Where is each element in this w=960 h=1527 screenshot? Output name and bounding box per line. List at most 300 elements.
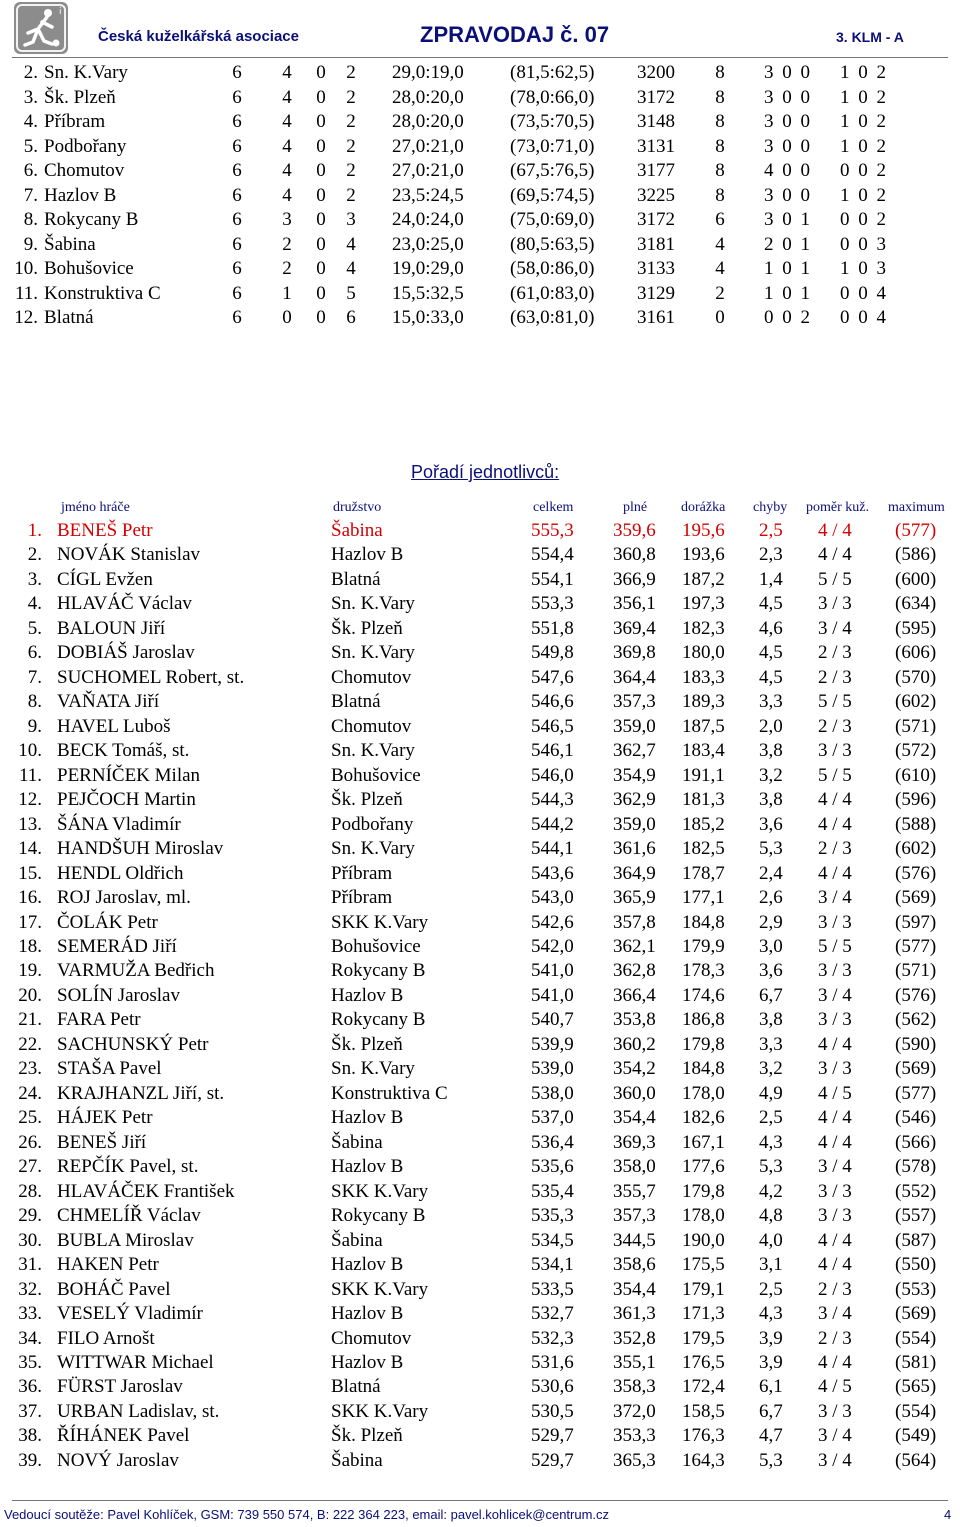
player-name: VESELÝ Vladimír (57, 1303, 203, 1325)
standings-matches: 6 (232, 160, 242, 181)
player-row (0, 543, 960, 567)
standings-rank: 10. (14, 258, 38, 279)
player-rank: 3. (27, 568, 42, 590)
standings-wins: 4 (282, 62, 292, 83)
standings-sets: 28,0:20,0 (392, 111, 464, 132)
standings-wins: 3 (282, 209, 292, 230)
standings-home: 1 0 1 (764, 258, 812, 279)
standings-pins: 3161 (637, 307, 675, 328)
player-team: Blatná (331, 568, 381, 590)
player-row (0, 1302, 960, 1326)
standings-away: 1 0 2 (840, 184, 888, 206)
standings-team: Bohušovice (44, 258, 134, 279)
player-name: SOLÍN Jaroslav (57, 984, 180, 1006)
player-total: 554,4 (531, 544, 574, 566)
player-name: HÁJEK Petr (57, 1107, 153, 1129)
league-name: 3. KLM - A (836, 29, 904, 45)
player-max: (587) (895, 1229, 937, 1251)
player-full: 360,8 (613, 544, 656, 566)
player-name: HLAVÁČEK František (57, 1180, 235, 1202)
player-rank: 5. (27, 617, 42, 639)
player-row (0, 592, 960, 616)
standings-rank: 7. (23, 184, 38, 206)
player-team: Rokycany B (331, 1009, 426, 1031)
player-full: 356,1 (613, 593, 656, 615)
player-errors: 3,8 (759, 740, 783, 762)
standings-matches: 6 (232, 111, 242, 132)
player-full: 366,4 (613, 984, 656, 1006)
standings-points: (80,5:63,5) (510, 233, 595, 255)
player-name: CÍGL Evžen (57, 568, 153, 590)
player-ratio: 2 / 3 (818, 666, 852, 688)
footer-contact: Vedoucí soutěže: Pavel Kohlíček, GSM: 739 550 574, B: 222 364 223, email: pavel.kohlicek@centrum.cz (4, 1507, 610, 1522)
player-rank: 38. (18, 1425, 42, 1447)
player-errors: 3,6 (759, 813, 783, 835)
player-rank: 25. (18, 1107, 42, 1129)
player-clear: 190,0 (682, 1229, 725, 1251)
player-errors: 4,0 (759, 1229, 783, 1251)
standings-away: 1 0 2 (840, 111, 888, 132)
player-errors: 4,7 (759, 1425, 783, 1447)
player-row (0, 1204, 960, 1228)
standings-row (0, 61, 960, 85)
player-name: ČOLÁK Petr (57, 911, 158, 933)
player-full: 362,1 (613, 935, 656, 957)
player-name: CHMELÍŘ Václav (57, 1205, 201, 1227)
player-team: Sn. K.Vary (331, 838, 415, 860)
standings-draws: 0 (316, 307, 326, 328)
standings-draws: 0 (316, 111, 326, 132)
player-total: 542,0 (531, 935, 574, 957)
player-total: 555,3 (531, 520, 574, 541)
standings-away: 0 0 2 (840, 160, 888, 181)
player-errors: 4,3 (759, 1131, 783, 1153)
player-ratio: 3 / 3 (818, 1205, 852, 1227)
player-row (0, 813, 960, 837)
standings-pins: 3172 (637, 209, 675, 230)
player-errors: 4,8 (759, 1205, 783, 1227)
standings-team: Blatná (44, 307, 94, 328)
player-ratio: 5 / 5 (818, 568, 852, 590)
player-clear: 171,3 (682, 1303, 725, 1325)
footer-divider (12, 1500, 948, 1501)
player-full: 357,3 (613, 1205, 656, 1227)
player-total: 541,0 (531, 984, 574, 1006)
col-header-errors: chyby (753, 500, 788, 515)
player-total: 532,3 (531, 1327, 574, 1349)
player-max: (576) (895, 862, 937, 884)
standings-score: 0 (715, 307, 725, 328)
player-total: 544,3 (531, 789, 574, 811)
standings-rank: 4. (23, 111, 38, 132)
player-errors: 2,4 (759, 862, 783, 884)
standings-home: 3 0 0 (764, 135, 812, 157)
player-rank: 31. (18, 1254, 42, 1276)
player-total: 532,7 (531, 1303, 574, 1325)
player-team: Šk. Plzeň (331, 789, 403, 811)
player-ratio: 3 / 4 (818, 617, 852, 639)
player-rank: 36. (18, 1376, 42, 1398)
player-name: URBAN Ladislav, st. (57, 1400, 220, 1422)
player-clear: 185,2 (682, 813, 725, 835)
player-max: (577) (895, 935, 937, 957)
standings-team: Podbořany (44, 135, 127, 157)
standings-home: 3 0 0 (764, 111, 812, 132)
player-row (0, 617, 960, 641)
player-total: 544,1 (531, 838, 574, 860)
player-ratio: 3 / 3 (818, 911, 852, 933)
player-max: (566) (895, 1131, 937, 1153)
standings-rank: 9. (23, 233, 38, 255)
player-team: Sn. K.Vary (331, 740, 415, 762)
player-ratio: 3 / 3 (818, 740, 852, 762)
player-max: (586) (895, 544, 937, 566)
standings-losses: 2 (346, 135, 356, 157)
player-row (0, 1229, 960, 1253)
player-full: 364,4 (613, 666, 656, 688)
player-rank: 16. (18, 887, 42, 909)
player-max: (564) (895, 1449, 937, 1471)
player-name: SUCHOMEL Robert, st. (57, 666, 245, 688)
player-total: 541,0 (531, 960, 574, 982)
player-name: BALOUN Jiří (57, 617, 166, 639)
player-clear: 178,0 (682, 1205, 725, 1227)
player-rank: 6. (27, 642, 42, 664)
standings-matches: 6 (232, 135, 242, 157)
player-total: 547,6 (531, 666, 574, 688)
standings-points: (75,0:69,0) (510, 209, 595, 230)
standings-away: 1 0 2 (840, 62, 888, 83)
standings-team: Šabina (44, 233, 96, 255)
standings-losses: 4 (346, 233, 356, 255)
standings-score: 8 (715, 111, 725, 132)
player-clear: 176,5 (682, 1351, 725, 1373)
player-max: (576) (895, 984, 937, 1006)
player-rank: 24. (18, 1082, 42, 1104)
player-team: Hazlov B (331, 984, 404, 1006)
player-team: Bohušovice (331, 764, 421, 786)
player-ratio: 3 / 3 (818, 1058, 852, 1080)
player-team: Šk. Plzeň (331, 617, 403, 639)
standings-rank: 12. (14, 307, 38, 328)
player-max: (602) (895, 691, 937, 713)
player-row (0, 666, 960, 690)
player-errors: 4,3 (759, 1303, 783, 1325)
player-row (0, 1082, 960, 1106)
player-max: (553) (895, 1278, 937, 1300)
player-clear: 177,1 (682, 887, 725, 909)
standings-losses: 5 (346, 282, 356, 304)
player-row (0, 1131, 960, 1155)
player-clear: 176,3 (682, 1425, 725, 1447)
player-rank: 34. (18, 1327, 42, 1349)
player-name: ROJ Jaroslav, ml. (57, 887, 191, 909)
standings-losses: 3 (346, 209, 356, 230)
standings-losses: 6 (346, 307, 356, 328)
player-total: 549,8 (531, 642, 574, 664)
standings-pins: 3181 (637, 233, 675, 255)
player-name: HAVEL Luboš (57, 715, 171, 737)
player-name: FARA Petr (57, 1009, 141, 1031)
player-row (0, 1008, 960, 1032)
player-clear: 179,1 (682, 1278, 725, 1300)
player-errors: 3,1 (759, 1254, 783, 1276)
player-team: SKK K.Vary (331, 1400, 429, 1422)
player-rank: 20. (18, 984, 42, 1006)
player-ratio: 3 / 3 (818, 1009, 852, 1031)
player-team: Chomutov (331, 1327, 412, 1349)
player-full: 362,7 (613, 740, 656, 762)
player-ratio: 3 / 4 (818, 1303, 852, 1325)
standings-matches: 6 (232, 209, 242, 230)
player-max: (590) (895, 1033, 937, 1055)
player-clear: 197,3 (682, 593, 725, 615)
player-name: BUBLA Miroslav (57, 1229, 194, 1251)
player-clear: 179,8 (682, 1180, 725, 1202)
player-name: PERNÍČEK Milan (57, 764, 201, 786)
standings-score: 8 (715, 160, 725, 181)
player-name: HLAVÁČ Václav (57, 593, 192, 615)
standings-score: 8 (715, 184, 725, 206)
standings-score: 6 (715, 209, 725, 230)
standings-away: 0 0 4 (840, 307, 888, 328)
standings-wins: 1 (282, 282, 292, 304)
player-errors: 2,0 (759, 715, 783, 737)
player-full: 358,0 (613, 1156, 656, 1178)
standings-matches: 6 (232, 233, 242, 255)
player-max: (562) (895, 1009, 937, 1031)
player-row (0, 984, 960, 1008)
standings-home: 1 0 1 (764, 282, 812, 304)
player-row (0, 1424, 960, 1448)
player-name: DOBIÁŠ Jaroslav (57, 642, 195, 664)
standings-draws: 0 (316, 233, 326, 255)
player-ratio: 4 / 4 (818, 520, 852, 541)
standings-sets: 27,0:21,0 (392, 135, 464, 157)
player-rank: 9. (27, 715, 42, 737)
player-ratio: 4 / 4 (818, 813, 852, 835)
standings-sets: 15,5:32,5 (392, 282, 464, 304)
standings-wins: 4 (282, 86, 292, 108)
player-max: (565) (895, 1376, 937, 1398)
player-full: 366,9 (613, 568, 656, 590)
standings-draws: 0 (316, 160, 326, 181)
player-total: 546,6 (531, 691, 574, 713)
player-clear: 183,4 (682, 740, 725, 762)
player-ratio: 2 / 3 (818, 1327, 852, 1349)
player-max: (569) (895, 887, 937, 909)
player-name: NOVÁK Stanislav (57, 544, 201, 566)
standings-pins: 3225 (637, 184, 675, 206)
player-ratio: 3 / 4 (818, 1156, 852, 1178)
player-team: Rokycany B (331, 1205, 426, 1227)
player-total: 543,6 (531, 862, 574, 884)
player-max: (571) (895, 960, 937, 982)
newsletter-title: ZPRAVODAJ č. 07 (420, 22, 610, 47)
player-errors: 3,9 (759, 1351, 783, 1373)
standings-away: 1 0 2 (840, 135, 888, 157)
standings-points: (67,5:76,5) (510, 160, 595, 181)
player-errors: 2,9 (759, 911, 783, 933)
player-total: 536,4 (531, 1131, 574, 1153)
col-header-name: jméno hráče (61, 500, 130, 515)
player-row (0, 886, 960, 910)
player-ratio: 3 / 4 (818, 1449, 852, 1471)
player-full: 355,1 (613, 1351, 656, 1373)
player-total: 530,5 (531, 1400, 574, 1422)
standings-losses: 2 (346, 160, 356, 181)
player-max: (577) (895, 520, 937, 541)
player-full: 360,2 (613, 1033, 656, 1055)
standings-home: 3 0 0 (764, 184, 812, 206)
player-full: 359,6 (613, 520, 656, 541)
player-full: 358,3 (613, 1376, 656, 1398)
col-header-clear: dorážka (681, 500, 726, 515)
player-rank: 26. (18, 1131, 42, 1153)
player-max: (588) (895, 813, 937, 835)
player-errors: 5,3 (759, 838, 783, 860)
player-team: SKK K.Vary (331, 911, 429, 933)
standings-home: 2 0 1 (764, 233, 812, 255)
standings-team: Sn. K.Vary (44, 62, 128, 83)
bowler-icon (14, 2, 68, 54)
player-clear: 172,4 (682, 1376, 725, 1398)
standings-away: 0 0 2 (840, 209, 888, 230)
standings-score: 2 (715, 282, 725, 304)
player-row (0, 690, 960, 714)
player-ratio: 4 / 4 (818, 1254, 852, 1276)
player-rank: 15. (18, 862, 42, 884)
player-row (0, 715, 960, 739)
standings-pins: 3200 (637, 62, 675, 83)
standings-matches: 6 (232, 258, 242, 279)
player-ratio: 2 / 3 (818, 642, 852, 664)
standings-draws: 0 (316, 184, 326, 206)
player-errors: 4,5 (759, 642, 783, 664)
standings-wins: 2 (282, 233, 292, 255)
player-clear: 178,7 (682, 862, 725, 884)
standings-points: (69,5:74,5) (510, 184, 595, 206)
standings-rank: 3. (23, 86, 38, 108)
player-ratio: 3 / 4 (818, 1425, 852, 1447)
player-max: (557) (895, 1205, 937, 1227)
col-header-total: celkem (533, 500, 574, 515)
player-row (0, 568, 960, 592)
player-name: VARMUŽA Bedřich (57, 960, 215, 982)
player-max: (554) (895, 1400, 937, 1422)
player-full: 355,7 (613, 1180, 656, 1202)
standings-row (0, 282, 960, 306)
standings-home: 0 0 2 (764, 307, 812, 328)
player-rank: 4. (27, 593, 42, 615)
player-team: Blatná (331, 691, 381, 713)
player-max: (571) (895, 715, 937, 737)
player-full: 369,3 (613, 1131, 656, 1153)
player-total: 540,7 (531, 1009, 574, 1031)
standings-rank: 5. (23, 135, 38, 157)
player-max: (569) (895, 1303, 937, 1325)
standings-wins: 4 (282, 111, 292, 132)
player-errors: 3,3 (759, 1033, 783, 1055)
standings-sets: 15,0:33,0 (392, 307, 464, 328)
player-ratio: 2 / 3 (818, 1278, 852, 1300)
col-header-team: družstvo (333, 500, 382, 515)
standings-sets: 23,5:24,5 (392, 184, 464, 206)
player-team: Rokycany B (331, 960, 426, 982)
standings-wins: 0 (282, 307, 292, 328)
standings-draws: 0 (316, 258, 326, 279)
standings-rank: 11. (14, 282, 38, 304)
player-max: (634) (895, 593, 937, 615)
player-team: Podbořany (331, 813, 414, 835)
player-total: 531,6 (531, 1351, 574, 1373)
player-team: Sn. K.Vary (331, 1058, 415, 1080)
player-full: 357,8 (613, 911, 656, 933)
player-rank: 29. (18, 1205, 42, 1227)
player-row (0, 1351, 960, 1375)
player-errors: 4,2 (759, 1180, 783, 1202)
player-name: HAKEN Petr (57, 1254, 159, 1276)
player-errors: 4,5 (759, 666, 783, 688)
page-header (0, 0, 960, 60)
standings-matches: 6 (232, 307, 242, 328)
player-max: (546) (895, 1107, 937, 1129)
player-name: BENEŠ Petr (57, 520, 153, 541)
player-full: 365,9 (613, 887, 656, 909)
player-max: (596) (895, 789, 937, 811)
player-ratio: 4 / 4 (818, 789, 852, 811)
player-rank: 39. (18, 1449, 42, 1471)
player-clear: 179,5 (682, 1327, 725, 1349)
page-number: 4 (944, 1507, 952, 1522)
standings-points: (63,0:81,0) (510, 307, 595, 328)
player-row (0, 959, 960, 983)
player-clear: 182,3 (682, 617, 725, 639)
player-full: 361,6 (613, 838, 656, 860)
player-name: NOVÝ Jaroslav (57, 1449, 179, 1471)
player-total: 546,1 (531, 740, 574, 762)
player-ratio: 3 / 4 (818, 984, 852, 1006)
player-row (0, 1449, 960, 1473)
svg-text:i: i (59, 7, 62, 17)
player-clear: 178,3 (682, 960, 725, 982)
player-row (0, 1180, 960, 1204)
player-clear: 175,5 (682, 1254, 725, 1276)
player-row (0, 1375, 960, 1399)
player-rank: 22. (18, 1033, 42, 1055)
player-errors: 2,6 (759, 887, 783, 909)
player-errors: 3,2 (759, 764, 783, 786)
player-row (0, 935, 960, 959)
player-rank: 27. (18, 1156, 42, 1178)
header-divider (12, 57, 948, 58)
standings-team: Konstruktiva C (44, 282, 161, 304)
player-total: 535,6 (531, 1156, 574, 1178)
player-rank: 13. (18, 813, 42, 835)
player-total: 533,5 (531, 1278, 574, 1300)
player-rank: 7. (27, 666, 42, 688)
player-row (0, 1278, 960, 1302)
player-rank: 14. (18, 838, 42, 860)
standings-points: (78,0:66,0) (510, 86, 595, 108)
player-errors: 3,2 (759, 1058, 783, 1080)
standings-losses: 2 (346, 184, 356, 206)
player-total: 534,5 (531, 1229, 574, 1251)
standings-pins: 3133 (637, 258, 675, 279)
player-errors: 6,1 (759, 1376, 783, 1398)
standings-home: 3 0 0 (764, 62, 812, 83)
player-max: (595) (895, 617, 937, 639)
